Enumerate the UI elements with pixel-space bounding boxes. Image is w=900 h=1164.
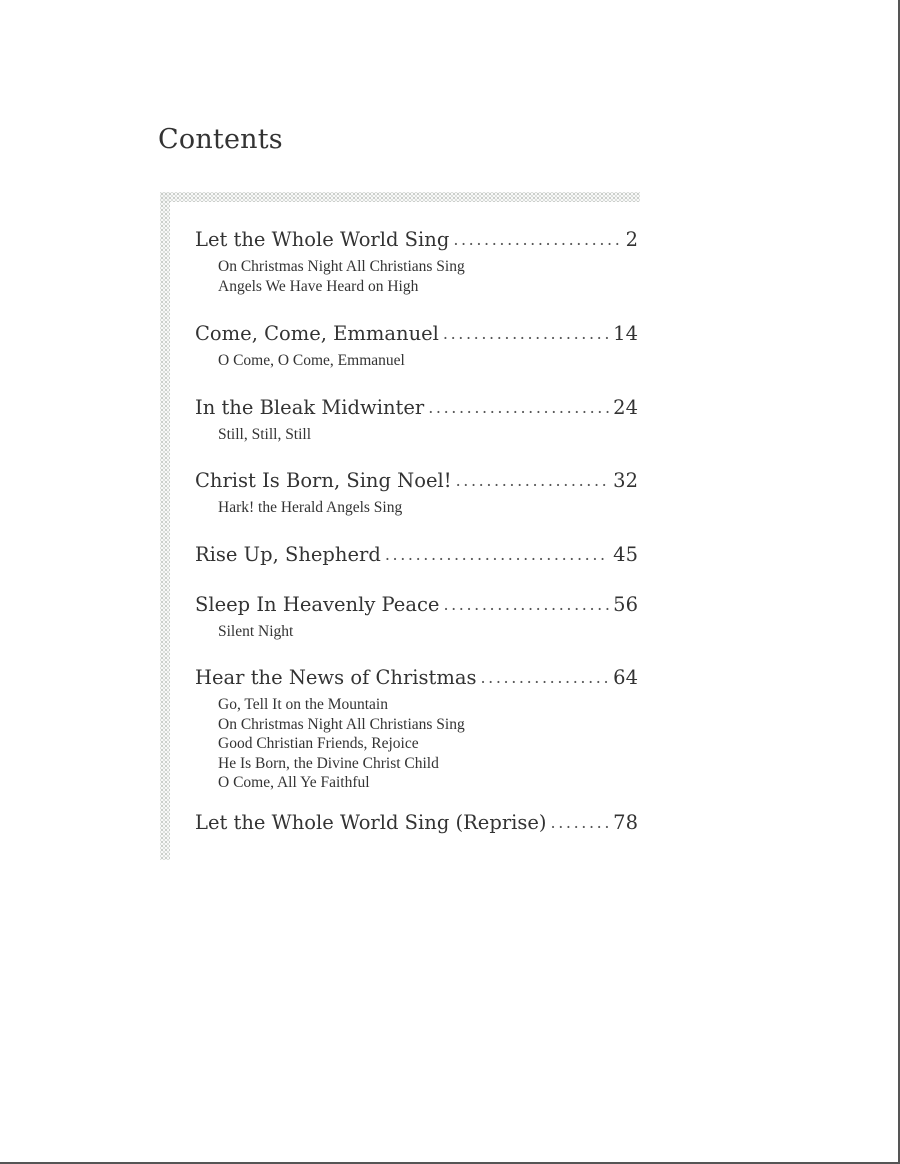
toc-entry-line[interactable] (195, 465, 638, 498)
song-list (195, 498, 638, 518)
song-title: On Christmas Night All Christians Sing (218, 258, 465, 275)
toc-entry-page: 24 (613, 395, 638, 419)
toc-entry-page: 64 (613, 666, 638, 689)
song-list (195, 695, 638, 793)
song-title: Silent Night (218, 622, 294, 640)
decorative-frame-top (160, 192, 640, 202)
song-title: Hark! the Herald Angels Sing (218, 499, 403, 516)
toc-entry (195, 807, 638, 840)
toc-entry-page: 56 (613, 592, 638, 616)
dot-leader (456, 465, 610, 497)
toc-entry-title: Rise Up, Shepherd (195, 542, 381, 566)
toc-entry-line[interactable] (195, 807, 638, 840)
toc-entry (195, 465, 638, 518)
toc-entry-title: Let the Whole World Sing (Reprise) (195, 810, 547, 834)
page-title: Contents (158, 124, 283, 155)
toc-entry-title: Christ Is Born, Sing Noel! (195, 469, 452, 492)
song-list (195, 622, 638, 642)
toc-entry (195, 224, 638, 296)
song-title: He Is Born, the Divine Christ Child (218, 754, 439, 772)
toc-entry-line[interactable] (195, 392, 638, 425)
toc-entry-line[interactable] (195, 662, 638, 695)
toc-entry (195, 318, 638, 371)
toc-entry-line[interactable] (195, 589, 638, 622)
song-title: Good Christian Friends, Rejoice (218, 735, 419, 752)
toc-entry-page: 32 (613, 469, 638, 492)
toc-entry-title: In the Bleak Midwinter (195, 395, 425, 419)
table-of-contents (195, 224, 638, 840)
toc-entry (195, 662, 638, 793)
toc-entry-title: Sleep In Heavenly Peace (195, 592, 440, 616)
toc-entry (195, 589, 638, 642)
song-title: On Christmas Night All Christians Sing (218, 715, 465, 733)
dot-leader (453, 224, 621, 256)
toc-entry-line[interactable] (195, 318, 638, 351)
song-title: O Come, All Ye Faithful (218, 774, 370, 791)
dot-leader (443, 589, 609, 621)
song-list (195, 425, 638, 445)
song-title: Angels We Have Heard on High (218, 277, 419, 295)
decorative-frame-left (160, 192, 170, 860)
song-list (195, 351, 638, 371)
toc-entry-title: Come, Come, Emmanuel (195, 322, 439, 345)
toc-entry (195, 392, 638, 445)
toc-entry-title: Let the Whole World Sing (195, 228, 450, 251)
toc-entry-page: 2 (625, 228, 638, 251)
toc-entry (195, 539, 638, 572)
song-title: Go, Tell It on the Mountain (218, 696, 388, 713)
song-list (195, 257, 638, 296)
dot-leader (428, 392, 609, 424)
dot-leader (443, 318, 609, 350)
toc-entry-page: 78 (613, 810, 638, 834)
song-title: Still, Still, Still (218, 425, 312, 443)
toc-entry-line[interactable] (195, 224, 638, 257)
dot-leader (551, 807, 610, 839)
toc-entry-title: Hear the News of Christmas (195, 666, 477, 689)
dot-leader (480, 662, 609, 694)
toc-entry-page: 45 (613, 542, 638, 566)
dot-leader (385, 539, 609, 571)
toc-entry-line[interactable] (195, 539, 638, 572)
toc-entry-page: 14 (613, 322, 638, 345)
song-title: O Come, O Come, Emmanuel (218, 352, 405, 369)
